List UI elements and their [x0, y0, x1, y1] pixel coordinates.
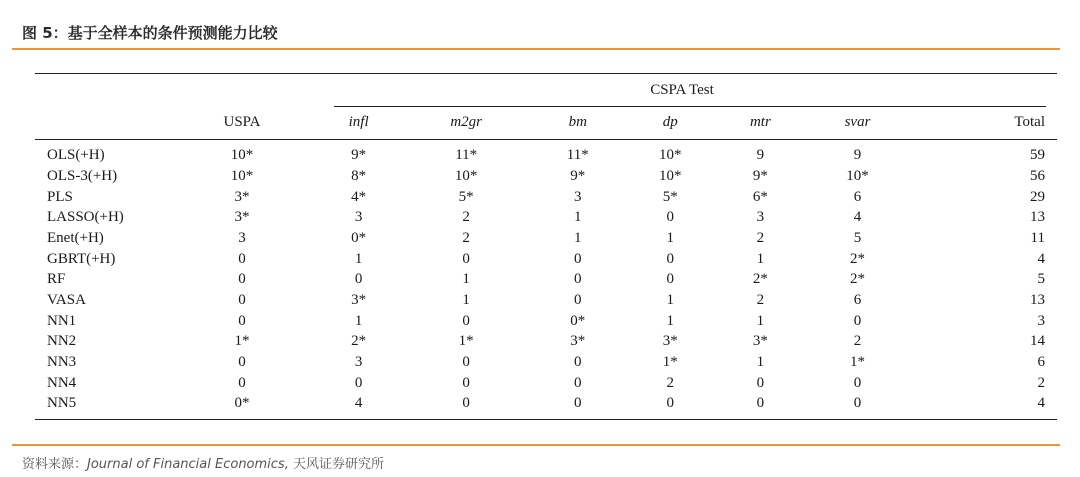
cell-bm: 0: [573, 291, 582, 308]
cell-total: 2: [1037, 374, 1045, 391]
cell-bm: 1: [573, 229, 582, 246]
cell-svar: 0: [853, 395, 862, 412]
source-prefix: 资料来源：: [22, 457, 88, 472]
row-model-name: VASA: [47, 291, 86, 308]
cell-infl: 1: [354, 312, 363, 329]
cell-svar: 4: [853, 209, 862, 226]
results-table: [35, 72, 1047, 414]
cell-uspa: 0: [238, 271, 246, 288]
cell-infl: 3: [354, 354, 363, 371]
cell-m2gr: 2: [462, 209, 470, 226]
row-model-name: GBRT(+H): [47, 250, 116, 267]
cell-bm: 3*: [570, 333, 586, 350]
cell-uspa: 10*: [230, 167, 254, 184]
cell-infl: 2*: [351, 333, 367, 350]
row-model-name: RF: [47, 271, 66, 288]
table-row: [35, 228, 1047, 249]
cell-total: 59: [1030, 146, 1045, 163]
row-model-name: NN2: [47, 333, 77, 350]
cell-uspa: 0: [238, 374, 246, 391]
cell-total: 4: [1037, 395, 1045, 412]
figure-title: 图 5：基于全样本的条件预测能力比较: [22, 24, 278, 42]
row-model-name: Enet(+H): [47, 229, 104, 246]
row-model-name: NN3: [47, 354, 77, 371]
cell-mtr: 9: [756, 146, 765, 163]
cell-m2gr: 11*: [455, 146, 478, 163]
cell-bm: 0: [573, 271, 582, 288]
cell-total: 29: [1030, 188, 1045, 205]
cell-infl: 8*: [351, 167, 367, 184]
col-header-infl: infl: [348, 113, 369, 130]
cell-total: 11: [1030, 229, 1045, 246]
cell-dp: 1: [666, 291, 674, 308]
cell-infl: 1: [354, 250, 363, 267]
cell-bm: 0: [573, 395, 582, 412]
cell-dp: 0: [666, 250, 674, 267]
cell-mtr: 6*: [752, 188, 768, 205]
cell-m2gr: 0: [462, 374, 470, 391]
cell-m2gr: 0: [462, 250, 470, 267]
cell-total: 14: [1030, 333, 1045, 350]
cell-bm: 0: [573, 250, 582, 267]
cell-m2gr: 1: [462, 271, 470, 288]
row-model-name: PLS: [47, 188, 73, 205]
col-header-svar: svar: [844, 113, 871, 130]
cell-bm: 11*: [566, 146, 589, 163]
cell-dp: 10*: [658, 146, 682, 163]
cell-svar: 2*: [850, 271, 865, 288]
cell-uspa: 0*: [234, 395, 250, 412]
table-row: [35, 311, 1047, 332]
cell-uspa: 3*: [234, 209, 250, 226]
row-model-name: NN1: [47, 312, 77, 329]
cell-total: 4: [1037, 250, 1045, 267]
table-row: [35, 138, 1047, 166]
cell-dp: 0: [666, 271, 674, 288]
cell-bm: 9*: [570, 167, 586, 184]
bottom-orange-rule: [12, 444, 1060, 446]
cell-mtr: 3*: [752, 333, 768, 350]
col-header-mtr: mtr: [749, 113, 771, 130]
row-model-name: LASSO(+H): [47, 209, 124, 226]
cspa-group-label: CSPA Test: [650, 81, 714, 98]
cell-dp: 0: [666, 209, 674, 226]
cell-dp: 1: [666, 312, 674, 329]
cell-mtr: 2*: [752, 271, 768, 288]
cell-m2gr: 2: [462, 229, 470, 246]
table-row: [35, 207, 1047, 228]
cell-mtr: 0: [756, 374, 765, 391]
cell-total: 3: [1037, 312, 1045, 329]
cell-dp: 3*: [662, 333, 678, 350]
cell-bm: 0: [573, 374, 582, 391]
cell-dp: 2: [666, 374, 674, 391]
cell-m2gr: 0: [462, 395, 470, 412]
cell-mtr: 3: [756, 209, 765, 226]
cell-svar: 2: [853, 333, 862, 350]
table-bottom-rule: [35, 419, 1057, 420]
cell-mtr: 0: [756, 395, 765, 412]
source-journal: Journal of Financial Economics,: [87, 457, 289, 472]
table-row: [35, 249, 1047, 270]
cell-svar: 0: [853, 312, 862, 329]
source-note: [22, 453, 384, 472]
cell-uspa: 0: [238, 291, 246, 308]
cell-uspa: 10*: [230, 146, 254, 163]
cell-bm: 0*: [570, 312, 586, 329]
cell-total: 6: [1037, 354, 1045, 371]
cell-dp: 1*: [662, 354, 678, 371]
cell-infl: 3: [354, 209, 363, 226]
table-row: [35, 352, 1047, 373]
row-model-name: NN4: [47, 374, 77, 391]
cell-uspa: 3: [238, 229, 246, 246]
table-row: [35, 269, 1047, 290]
cell-infl: 0*: [351, 229, 367, 246]
table-row: [35, 373, 1047, 394]
col-header-dp: dp: [662, 113, 678, 130]
cell-dp: 0: [666, 395, 674, 412]
row-model-name: OLS-3(+H): [47, 167, 118, 184]
cell-dp: 5*: [662, 188, 678, 205]
cell-uspa: 3*: [234, 188, 250, 205]
cell-m2gr: 0: [462, 312, 470, 329]
cell-svar: 0: [853, 374, 862, 391]
cell-m2gr: 1: [462, 291, 470, 308]
cell-m2gr: 10*: [454, 167, 478, 184]
cell-total: 13: [1030, 291, 1045, 308]
cell-mtr: 1: [756, 250, 765, 267]
col-header-m2gr: m2gr: [450, 113, 482, 130]
cell-infl: 0: [354, 374, 363, 391]
cell-svar: 6: [853, 188, 862, 205]
table-row: [35, 290, 1047, 311]
cell-infl: 4: [354, 395, 363, 412]
cell-mtr: 2: [756, 291, 765, 308]
cell-uspa: 1*: [234, 333, 250, 350]
row-model-name: NN5: [47, 395, 77, 412]
cell-bm: 3: [573, 188, 582, 205]
top-orange-rule: [12, 48, 1060, 50]
cell-m2gr: 0: [462, 354, 470, 371]
cell-svar: 6: [853, 291, 862, 308]
cell-total: 13: [1030, 209, 1045, 226]
col-header-bm: bm: [568, 113, 587, 130]
source-suffix: 天风证券研究所: [288, 457, 384, 472]
cell-m2gr: 5*: [458, 188, 474, 205]
cell-uspa: 0: [238, 354, 246, 371]
cell-total: 5: [1037, 271, 1045, 288]
cell-mtr: 1: [756, 312, 765, 329]
cell-svar: 9: [853, 146, 862, 163]
cell-svar: 5: [853, 229, 862, 246]
cell-infl: 9*: [351, 146, 367, 163]
cell-infl: 0: [354, 271, 363, 288]
cell-mtr: 9*: [752, 167, 768, 184]
cell-mtr: 1: [756, 354, 765, 371]
cell-m2gr: 1*: [458, 333, 474, 350]
cell-dp: 1: [666, 229, 674, 246]
cell-bm: 0: [573, 354, 582, 371]
cell-uspa: 0: [238, 312, 246, 329]
row-model-name: OLS(+H): [47, 146, 105, 163]
table-row: [35, 166, 1047, 187]
cell-infl: 4*: [351, 188, 367, 205]
cell-svar: 2*: [850, 250, 865, 267]
cell-uspa: 0: [238, 250, 246, 267]
cell-svar: 10*: [846, 167, 869, 184]
cell-mtr: 2: [756, 229, 765, 246]
table-row: [35, 332, 1047, 353]
cell-total: 56: [1030, 167, 1045, 184]
cell-bm: 1: [573, 209, 582, 226]
cell-dp: 10*: [658, 167, 682, 184]
col-header-total: Total: [1014, 113, 1045, 130]
col-header-uspa: USPA: [223, 113, 261, 130]
table-row: [35, 187, 1047, 208]
cell-svar: 1*: [850, 354, 865, 371]
table-row: [35, 394, 1047, 415]
cell-infl: 3*: [351, 291, 367, 308]
